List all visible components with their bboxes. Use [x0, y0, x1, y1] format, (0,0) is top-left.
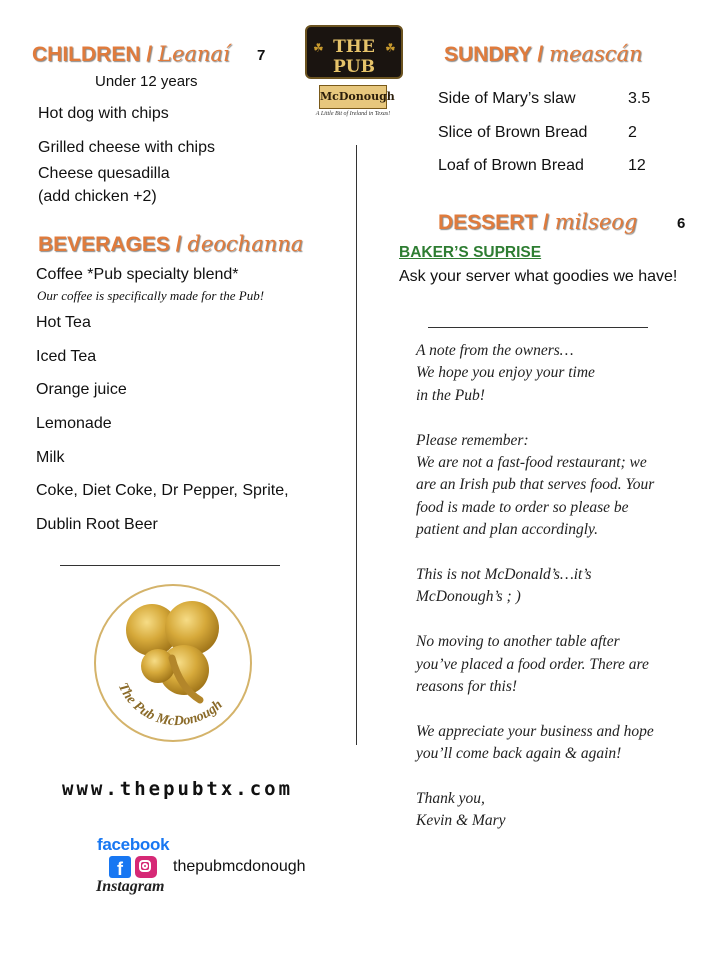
note-line: McDonough’s ; ): [416, 588, 521, 606]
sundry-title: SUNDRY: [444, 43, 532, 66]
seal-text: The Pub McDonough: [114, 680, 226, 730]
dessert-item-desc: Ask your server what goodies we have!: [399, 268, 678, 285]
dessert-price: 6: [677, 215, 686, 232]
beverage-coffee: Coffee *Pub specialty blend*: [36, 266, 239, 283]
seal-graphic: [88, 578, 258, 748]
pub-logo: [305, 25, 405, 125]
beverage-item: Dublin Root Beer: [36, 516, 158, 533]
beverage-item: Hot Tea: [36, 314, 91, 331]
owners-note: [416, 340, 706, 833]
dessert-heading: DESSERT / milseog: [438, 210, 638, 234]
beverage-item: Coke, Diet Coke, Dr Pepper, Sprite,: [36, 482, 289, 499]
note-line: A note from the owners…: [416, 342, 574, 359]
right-divider: [428, 327, 648, 328]
beverage-coffee-note: Our coffee is specifically made for the Pub!: [37, 288, 265, 303]
logo-name: THE PUB: [333, 37, 375, 77]
note-line: We hope you enjoy your time: [416, 364, 595, 382]
note-line: Thank you,: [416, 790, 485, 808]
note-line: patient and plan accordingly.: [416, 521, 598, 539]
beverage-item: Orange juice: [36, 381, 127, 398]
children-item: Cheese quesadilla: [38, 165, 170, 182]
note-line: We appreciate your business and hope: [416, 722, 654, 740]
children-title: CHILDREN: [32, 43, 141, 66]
note-line: Please remember:: [416, 431, 529, 449]
children-item: Hot dog with chips: [38, 105, 169, 122]
beverages-title: BEVERAGES: [38, 233, 170, 256]
website-link[interactable]: www.thepubtx.com: [62, 778, 294, 800]
note-signature: Kevin & Mary: [416, 812, 506, 830]
note-line: you’ll come back again & again!: [416, 745, 622, 763]
sundry-title-irish: meascán: [549, 42, 643, 66]
beverage-item: Iced Tea: [36, 348, 97, 365]
dessert-title: DESSERT: [438, 211, 538, 234]
note-line: We are not a fast-food restaurant; we: [416, 454, 647, 472]
dessert-item-name: BAKER’S SUPRISE: [399, 244, 542, 261]
children-item: Grilled cheese with chips: [38, 139, 215, 156]
dessert-title-irish: milseog: [554, 210, 638, 234]
pub-seal: [88, 578, 258, 748]
note-line: reasons for this!: [416, 678, 518, 696]
sundry-item-price: 3.5: [628, 90, 651, 107]
beverage-item: Lemonade: [36, 415, 112, 432]
shamrock-icon: ☘: [385, 41, 396, 55]
facebook-label: facebook: [97, 835, 170, 854]
note-line: in the Pub!: [416, 386, 485, 404]
facebook-icon[interactable]: f: [109, 856, 131, 878]
sundry-item-name: Loaf of Brown Bread: [438, 157, 584, 174]
shamrock-icon: ☘: [313, 41, 324, 55]
children-subtitle: Under 12 years: [95, 73, 198, 90]
note-line: are an Irish pub that serves food. Your: [416, 476, 655, 494]
logo-location: McDonough: [319, 85, 387, 109]
sundry-heading: SUNDRY / meascán: [444, 42, 643, 66]
beverage-item: Milk: [36, 449, 65, 466]
children-heading: CHILDREN / Leanaí: [32, 42, 230, 66]
children-item-note: (add chicken +2): [38, 188, 157, 205]
children-title-irish: Leanaí: [158, 42, 230, 66]
beverages-heading: BEVERAGES / deochanna: [38, 232, 304, 256]
logo-sign: [305, 25, 403, 79]
instagram-label: Instagram: [96, 878, 165, 895]
sundry-item-name: Side of Mary’s slaw: [438, 90, 576, 107]
note-line: This is not McDonald’s…it’s: [416, 566, 592, 584]
sundry-item-price: 12: [628, 157, 646, 174]
sundry-item-price: 2: [628, 124, 637, 141]
sundry-item-name: Slice of Brown Bread: [438, 124, 588, 141]
note-line: you’ve placed a food order. There are: [416, 655, 649, 673]
note-line: No moving to another table after: [416, 633, 620, 651]
instagram-icon[interactable]: [135, 856, 157, 878]
logo-tagline: A Little Bit of Ireland in Texas!: [315, 111, 391, 117]
beverages-title-irish: deochanna: [187, 232, 304, 256]
children-price: 7: [257, 47, 266, 64]
left-divider: [60, 565, 280, 566]
social-handle[interactable]: thepubmcdonough: [173, 858, 306, 875]
note-line: food is made to order so please be: [416, 498, 629, 516]
column-divider: [356, 145, 357, 745]
shamrock-icon: [126, 601, 219, 700]
